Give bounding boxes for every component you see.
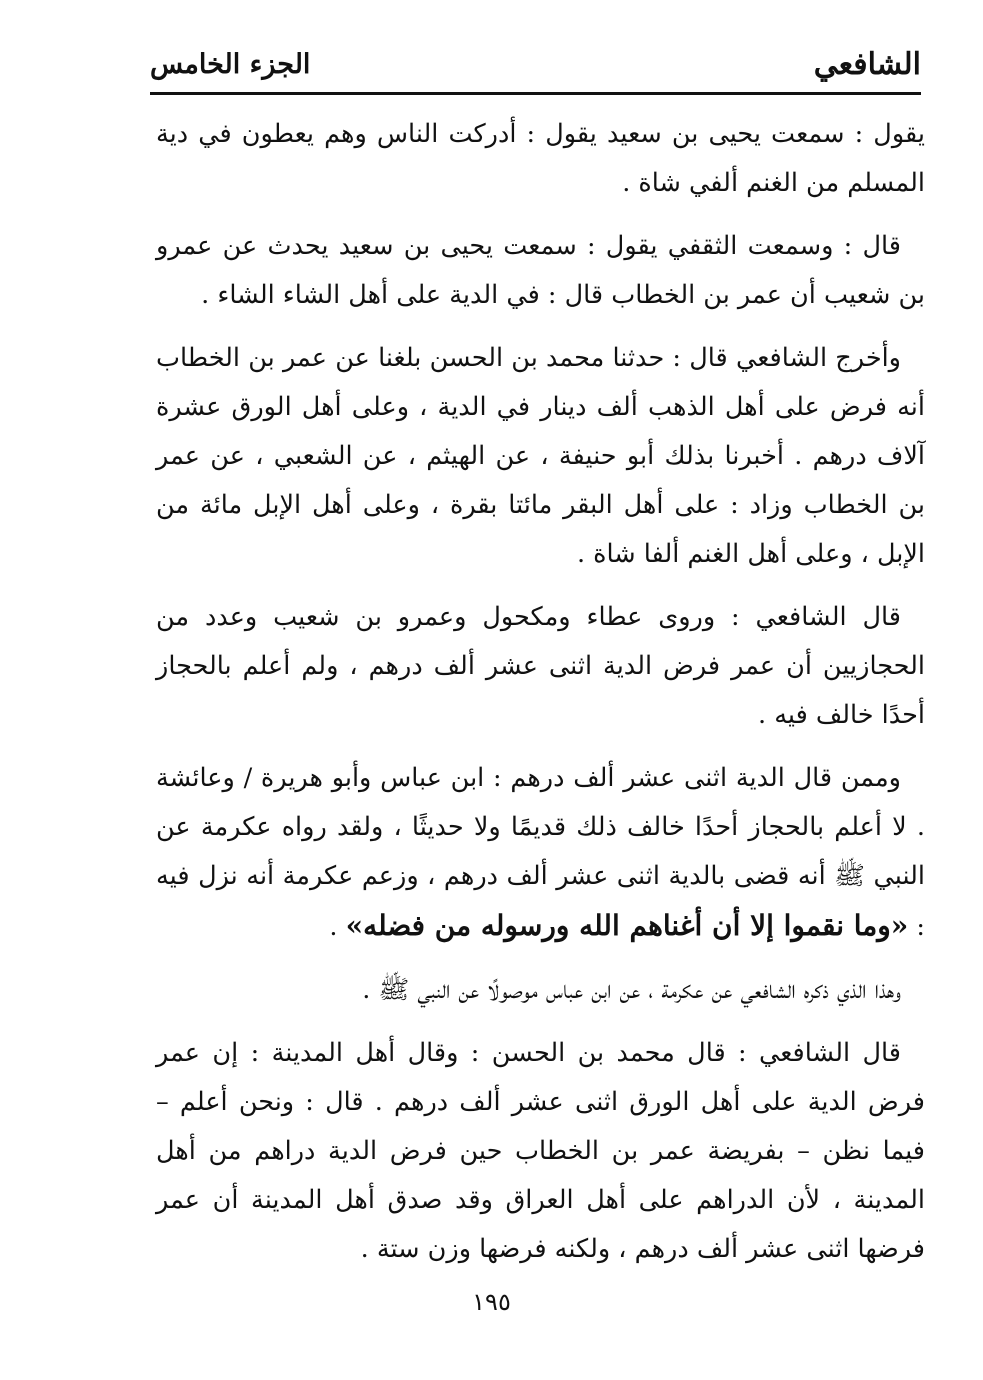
paragraph-text: قال الشافعي : وروى عطاء ومكحول وعمرو بن شعيب وعدد من الحجازيين أن عمر فرض الدية اثنى عشر ألف درهم ، ولم أعلم بالحجاز أحدًا خالف فيه . [156,602,925,730]
book-title: الشافعي [813,46,921,82]
paragraph-text: وهذا الذي ذكره الشافعي عن عكرمة ، عن ابن عباس موصولًا عن النبي ﷺ . [362,975,901,1005]
paragraph-text: قال الشافعي : قال محمد بن الحسن : وقال أهل المدينة : إن عمر فرض الدية على أهل الورق اثنى عشر ألف درهم . قال : ونحن أعلم – فيما نظن – بفريضة عمر بن الخطاب حين فرض الدية دراهم من أهل المدينة ، لأن الدراهم على أهل العراق وقد صدق أهل المدينة أن عمر فرضها اثنى عشر ألف درهم ، ولكنه فرضها وزن ستة . [156,1038,925,1264]
page-number: ١٩٥ [472,1288,511,1316]
paragraph-4 [156,593,925,740]
page-body [156,110,925,1288]
paragraph-7 [156,1029,925,1274]
paragraph-tail: . [329,912,346,942]
paragraph-5 [156,754,925,952]
quran-verse: «وما نقموا إلا أن أغناهم الله ورسوله من فضله» [345,909,909,942]
volume-label: الجزء الخامس [150,48,311,80]
paragraph-1 [156,110,925,208]
paragraph-2 [156,222,925,320]
paragraph-text: قال : وسمعت الثقفي يقول : سمعت يحيى بن سعيد يحدث عن عمرو بن شعيب أن عمر بن الخطاب قال : في الدية على أهل الشاء الشاء . [156,231,925,310]
paragraph-3 [156,334,925,579]
paragraph-text: وأخرج الشافعي قال : حدثنا محمد بن الحسن بلغنا عن عمر بن الخطاب أنه فرض على أهل الذهب ألف دينار في الدية ، وعلى أهل الورق عشرة آلاف درهم . أخبرنا بذلك أبو حنيفة ، عن الهيثم ، عن الشعبي ، عن عمر بن الخطاب وزاد : على أهل البقر مائتا بقرة ، وعلى أهل الإبل مائة من الإبل ، وعلى أهل الغنم ألفا شاة . [156,343,925,569]
header-rule [150,92,921,95]
paragraph-text: وممن قال الدية اثنى عشر ألف درهم : ابن عباس وأبو هريرة / وعائشة . لا أعلم بالحجاز أحدًا خالف ذلك قديمًا ولا حديثًا ، ولقد رواه عكرمة عن النبي ﷺ أنه قضى بالدية اثنى عشر ألف درهم ، وزعم عكرمة أنه نزل فيه : [156,763,925,942]
paragraph-6 [156,966,925,1015]
running-header [150,38,921,90]
paragraph-text: يقول : سمعت يحيى بن سعيد يقول : أدركت الناس وهم يعطون في دية المسلم من الغنم ألفي شاة . [156,119,925,198]
